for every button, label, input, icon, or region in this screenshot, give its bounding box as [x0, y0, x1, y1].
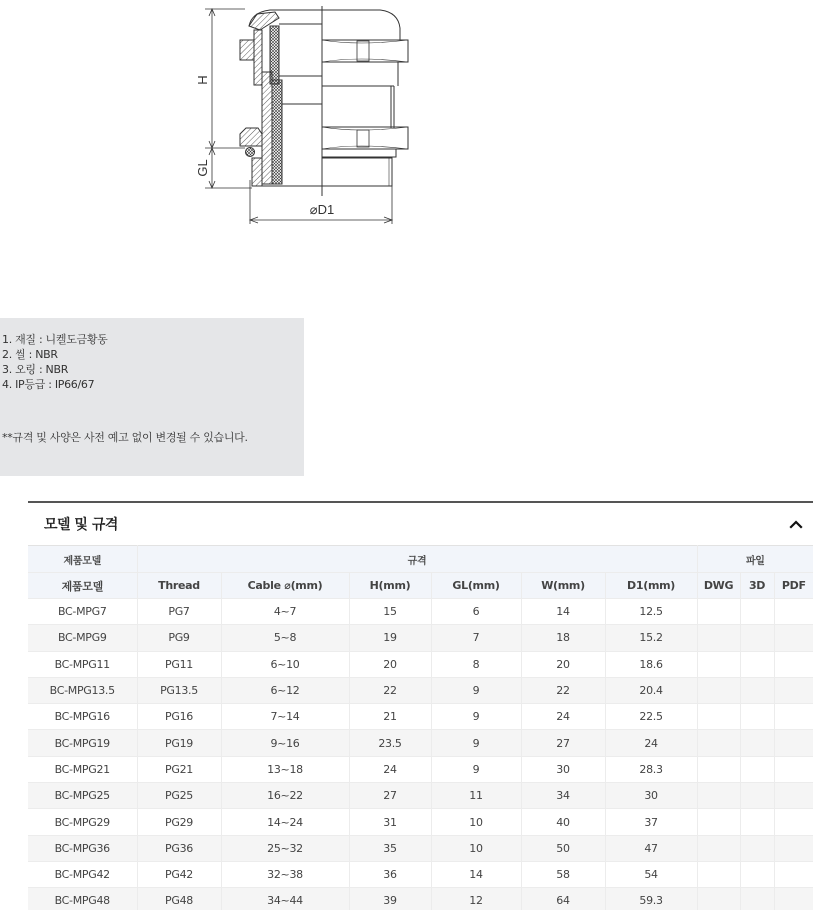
cell-h: 19	[349, 625, 431, 651]
cell-h: 39	[349, 888, 431, 910]
cell-model: BC-MPG21	[28, 756, 137, 782]
cell-w: 34	[521, 783, 605, 809]
group-header-spec: 규격	[137, 546, 697, 573]
cell-w: 22	[521, 677, 605, 703]
cell-cable: 16~22	[221, 783, 349, 809]
cell-cable: 13~18	[221, 756, 349, 782]
cell-pdf[interactable]	[774, 861, 813, 887]
cell-pdf[interactable]	[774, 651, 813, 677]
cell-pdf[interactable]	[774, 599, 813, 625]
cell-w: 24	[521, 704, 605, 730]
cell-3d[interactable]	[740, 730, 774, 756]
column-header-h: H(mm)	[349, 573, 431, 599]
cell-model: BC-MPG7	[28, 599, 137, 625]
cell-h: 31	[349, 809, 431, 835]
cell-dwg[interactable]	[697, 677, 740, 703]
cable-gland-diagram	[160, 0, 450, 230]
cell-dwg[interactable]	[697, 783, 740, 809]
table-row	[28, 625, 813, 651]
cell-dwg[interactable]	[697, 835, 740, 861]
cell-model: BC-MPG13.5	[28, 677, 137, 703]
spec-material: 1. 재질 : 니켈도금황동	[2, 333, 108, 346]
cell-w: 30	[521, 756, 605, 782]
chevron-up-icon	[789, 519, 803, 529]
cell-w: 58	[521, 861, 605, 887]
cell-h: 36	[349, 861, 431, 887]
cell-model: BC-MPG48	[28, 888, 137, 910]
group-header-row	[28, 546, 813, 573]
cell-h: 20	[349, 651, 431, 677]
cell-3d[interactable]	[740, 756, 774, 782]
cell-model: BC-MPG25	[28, 783, 137, 809]
cell-cable: 4~7	[221, 599, 349, 625]
cell-model: BC-MPG36	[28, 835, 137, 861]
cell-d1: 20.4	[605, 677, 697, 703]
cell-model: BC-MPG42	[28, 861, 137, 887]
cell-pdf[interactable]	[774, 625, 813, 651]
table-row	[28, 861, 813, 887]
cell-thread: PG21	[137, 756, 221, 782]
gland-length-label: GL	[195, 159, 210, 177]
table-row	[28, 651, 813, 677]
cell-cable: 32~38	[221, 861, 349, 887]
cell-h: 27	[349, 783, 431, 809]
gland-outline	[205, 6, 408, 224]
cell-gl: 14	[431, 861, 521, 887]
spec-table	[28, 545, 813, 910]
cell-w: 50	[521, 835, 605, 861]
cell-gl: 10	[431, 835, 521, 861]
spec-ip-rating: 4. IP등급 : IP66/67	[2, 378, 95, 391]
cell-pdf[interactable]	[774, 677, 813, 703]
product-info-box	[0, 318, 304, 476]
cell-pdf[interactable]	[774, 809, 813, 835]
cell-h: 35	[349, 835, 431, 861]
cell-gl: 7	[431, 625, 521, 651]
spec-oring: 3. 오링 : NBR	[2, 363, 69, 376]
cell-thread: PG36	[137, 835, 221, 861]
group-header-model: 제품모델	[28, 546, 137, 573]
table-row	[28, 677, 813, 703]
cell-3d[interactable]	[740, 651, 774, 677]
cell-pdf[interactable]	[774, 730, 813, 756]
group-header-file: 파일	[697, 546, 813, 573]
cell-h: 22	[349, 677, 431, 703]
cell-3d[interactable]	[740, 599, 774, 625]
cell-model: BC-MPG19	[28, 730, 137, 756]
cell-d1: 15.2	[605, 625, 697, 651]
cell-h: 21	[349, 704, 431, 730]
cell-model: BC-MPG11	[28, 651, 137, 677]
column-header-cable: Cable ⌀(mm)	[221, 573, 349, 599]
column-header-d1: D1(mm)	[605, 573, 697, 599]
diameter-label: ⌀D1	[309, 202, 335, 217]
table-row	[28, 835, 813, 861]
cell-gl: 8	[431, 651, 521, 677]
cell-thread: PG29	[137, 809, 221, 835]
cell-thread: PG19	[137, 730, 221, 756]
cell-gl: 9	[431, 756, 521, 782]
cell-gl: 12	[431, 888, 521, 910]
column-header-thread: Thread	[137, 573, 221, 599]
cell-cable: 34~44	[221, 888, 349, 910]
column-header-pdf: PDF	[774, 573, 813, 599]
cell-3d[interactable]	[740, 888, 774, 910]
column-header-w: W(mm)	[521, 573, 605, 599]
cell-gl: 9	[431, 704, 521, 730]
cell-dwg[interactable]	[697, 599, 740, 625]
cell-w: 64	[521, 888, 605, 910]
cell-w: 14	[521, 599, 605, 625]
section-title: 모델 및 규격	[44, 517, 118, 533]
column-header-gl: GL(mm)	[431, 573, 521, 599]
cell-thread: PG42	[137, 861, 221, 887]
cell-thread: PG9	[137, 625, 221, 651]
cell-d1: 28.3	[605, 756, 697, 782]
cell-pdf[interactable]	[774, 704, 813, 730]
cell-thread: PG16	[137, 704, 221, 730]
column-header-dwg: DWG	[697, 573, 740, 599]
cell-3d[interactable]	[740, 835, 774, 861]
cell-thread: PG11	[137, 651, 221, 677]
cell-dwg[interactable]	[697, 704, 740, 730]
cell-cable: 25~32	[221, 835, 349, 861]
cell-d1: 30	[605, 783, 697, 809]
cell-gl: 11	[431, 783, 521, 809]
cell-3d[interactable]	[740, 809, 774, 835]
cell-cable: 14~24	[221, 809, 349, 835]
cell-dwg[interactable]	[697, 730, 740, 756]
cell-w: 27	[521, 730, 605, 756]
cell-thread: PG48	[137, 888, 221, 910]
cell-w: 18	[521, 625, 605, 651]
cell-thread: PG25	[137, 783, 221, 809]
cell-w: 20	[521, 651, 605, 677]
section-header[interactable]	[28, 503, 813, 545]
cell-cable: 9~16	[221, 730, 349, 756]
height-label: H	[195, 75, 210, 85]
table-row	[28, 888, 813, 910]
cell-cable: 6~10	[221, 651, 349, 677]
cell-3d[interactable]	[740, 783, 774, 809]
cell-d1: 54	[605, 861, 697, 887]
spec-seal: 2. 씰 : NBR	[2, 348, 58, 361]
cell-pdf[interactable]	[774, 756, 813, 782]
column-header-row	[28, 573, 813, 599]
model-spec-section	[28, 501, 813, 910]
change-notice: **규격 및 사양은 사전 예고 없이 변경될 수 있습니다.	[2, 431, 248, 444]
cell-d1: 22.5	[605, 704, 697, 730]
cell-h: 15	[349, 599, 431, 625]
table-row	[28, 704, 813, 730]
cell-dwg[interactable]	[697, 809, 740, 835]
collapse-button[interactable]	[785, 513, 807, 535]
cell-3d[interactable]	[740, 625, 774, 651]
cell-cable: 7~14	[221, 704, 349, 730]
cell-thread: PG13.5	[137, 677, 221, 703]
cell-h: 23.5	[349, 730, 431, 756]
table-row	[28, 783, 813, 809]
cell-pdf[interactable]	[774, 835, 813, 861]
cell-dwg[interactable]	[697, 756, 740, 782]
cell-gl: 6	[431, 599, 521, 625]
cell-gl: 9	[431, 677, 521, 703]
cell-model: BC-MPG16	[28, 704, 137, 730]
cell-model: BC-MPG9	[28, 625, 137, 651]
table-row	[28, 756, 813, 782]
cell-d1: 37	[605, 809, 697, 835]
table-row	[28, 599, 813, 625]
cell-cable: 6~12	[221, 677, 349, 703]
cell-cable: 5~8	[221, 625, 349, 651]
cell-3d[interactable]	[740, 677, 774, 703]
cell-3d[interactable]	[740, 861, 774, 887]
cell-thread: PG7	[137, 599, 221, 625]
table-row	[28, 809, 813, 835]
cell-model: BC-MPG29	[28, 809, 137, 835]
cell-dwg[interactable]	[697, 625, 740, 651]
cell-d1: 12.5	[605, 599, 697, 625]
cell-dwg[interactable]	[697, 861, 740, 887]
table-row	[28, 730, 813, 756]
cell-gl: 9	[431, 730, 521, 756]
cell-dwg[interactable]	[697, 651, 740, 677]
cell-d1: 47	[605, 835, 697, 861]
column-header-3d: 3D	[740, 573, 774, 599]
cell-w: 40	[521, 809, 605, 835]
spec-table-body	[28, 599, 813, 910]
cell-h: 24	[349, 756, 431, 782]
cell-dwg[interactable]	[697, 888, 740, 910]
cell-d1: 59.3	[605, 888, 697, 910]
cell-gl: 10	[431, 809, 521, 835]
cell-3d[interactable]	[740, 704, 774, 730]
cell-pdf[interactable]	[774, 783, 813, 809]
column-header-model: 제품모델	[28, 573, 137, 599]
cell-d1: 24	[605, 730, 697, 756]
cell-pdf[interactable]	[774, 888, 813, 910]
cell-d1: 18.6	[605, 651, 697, 677]
